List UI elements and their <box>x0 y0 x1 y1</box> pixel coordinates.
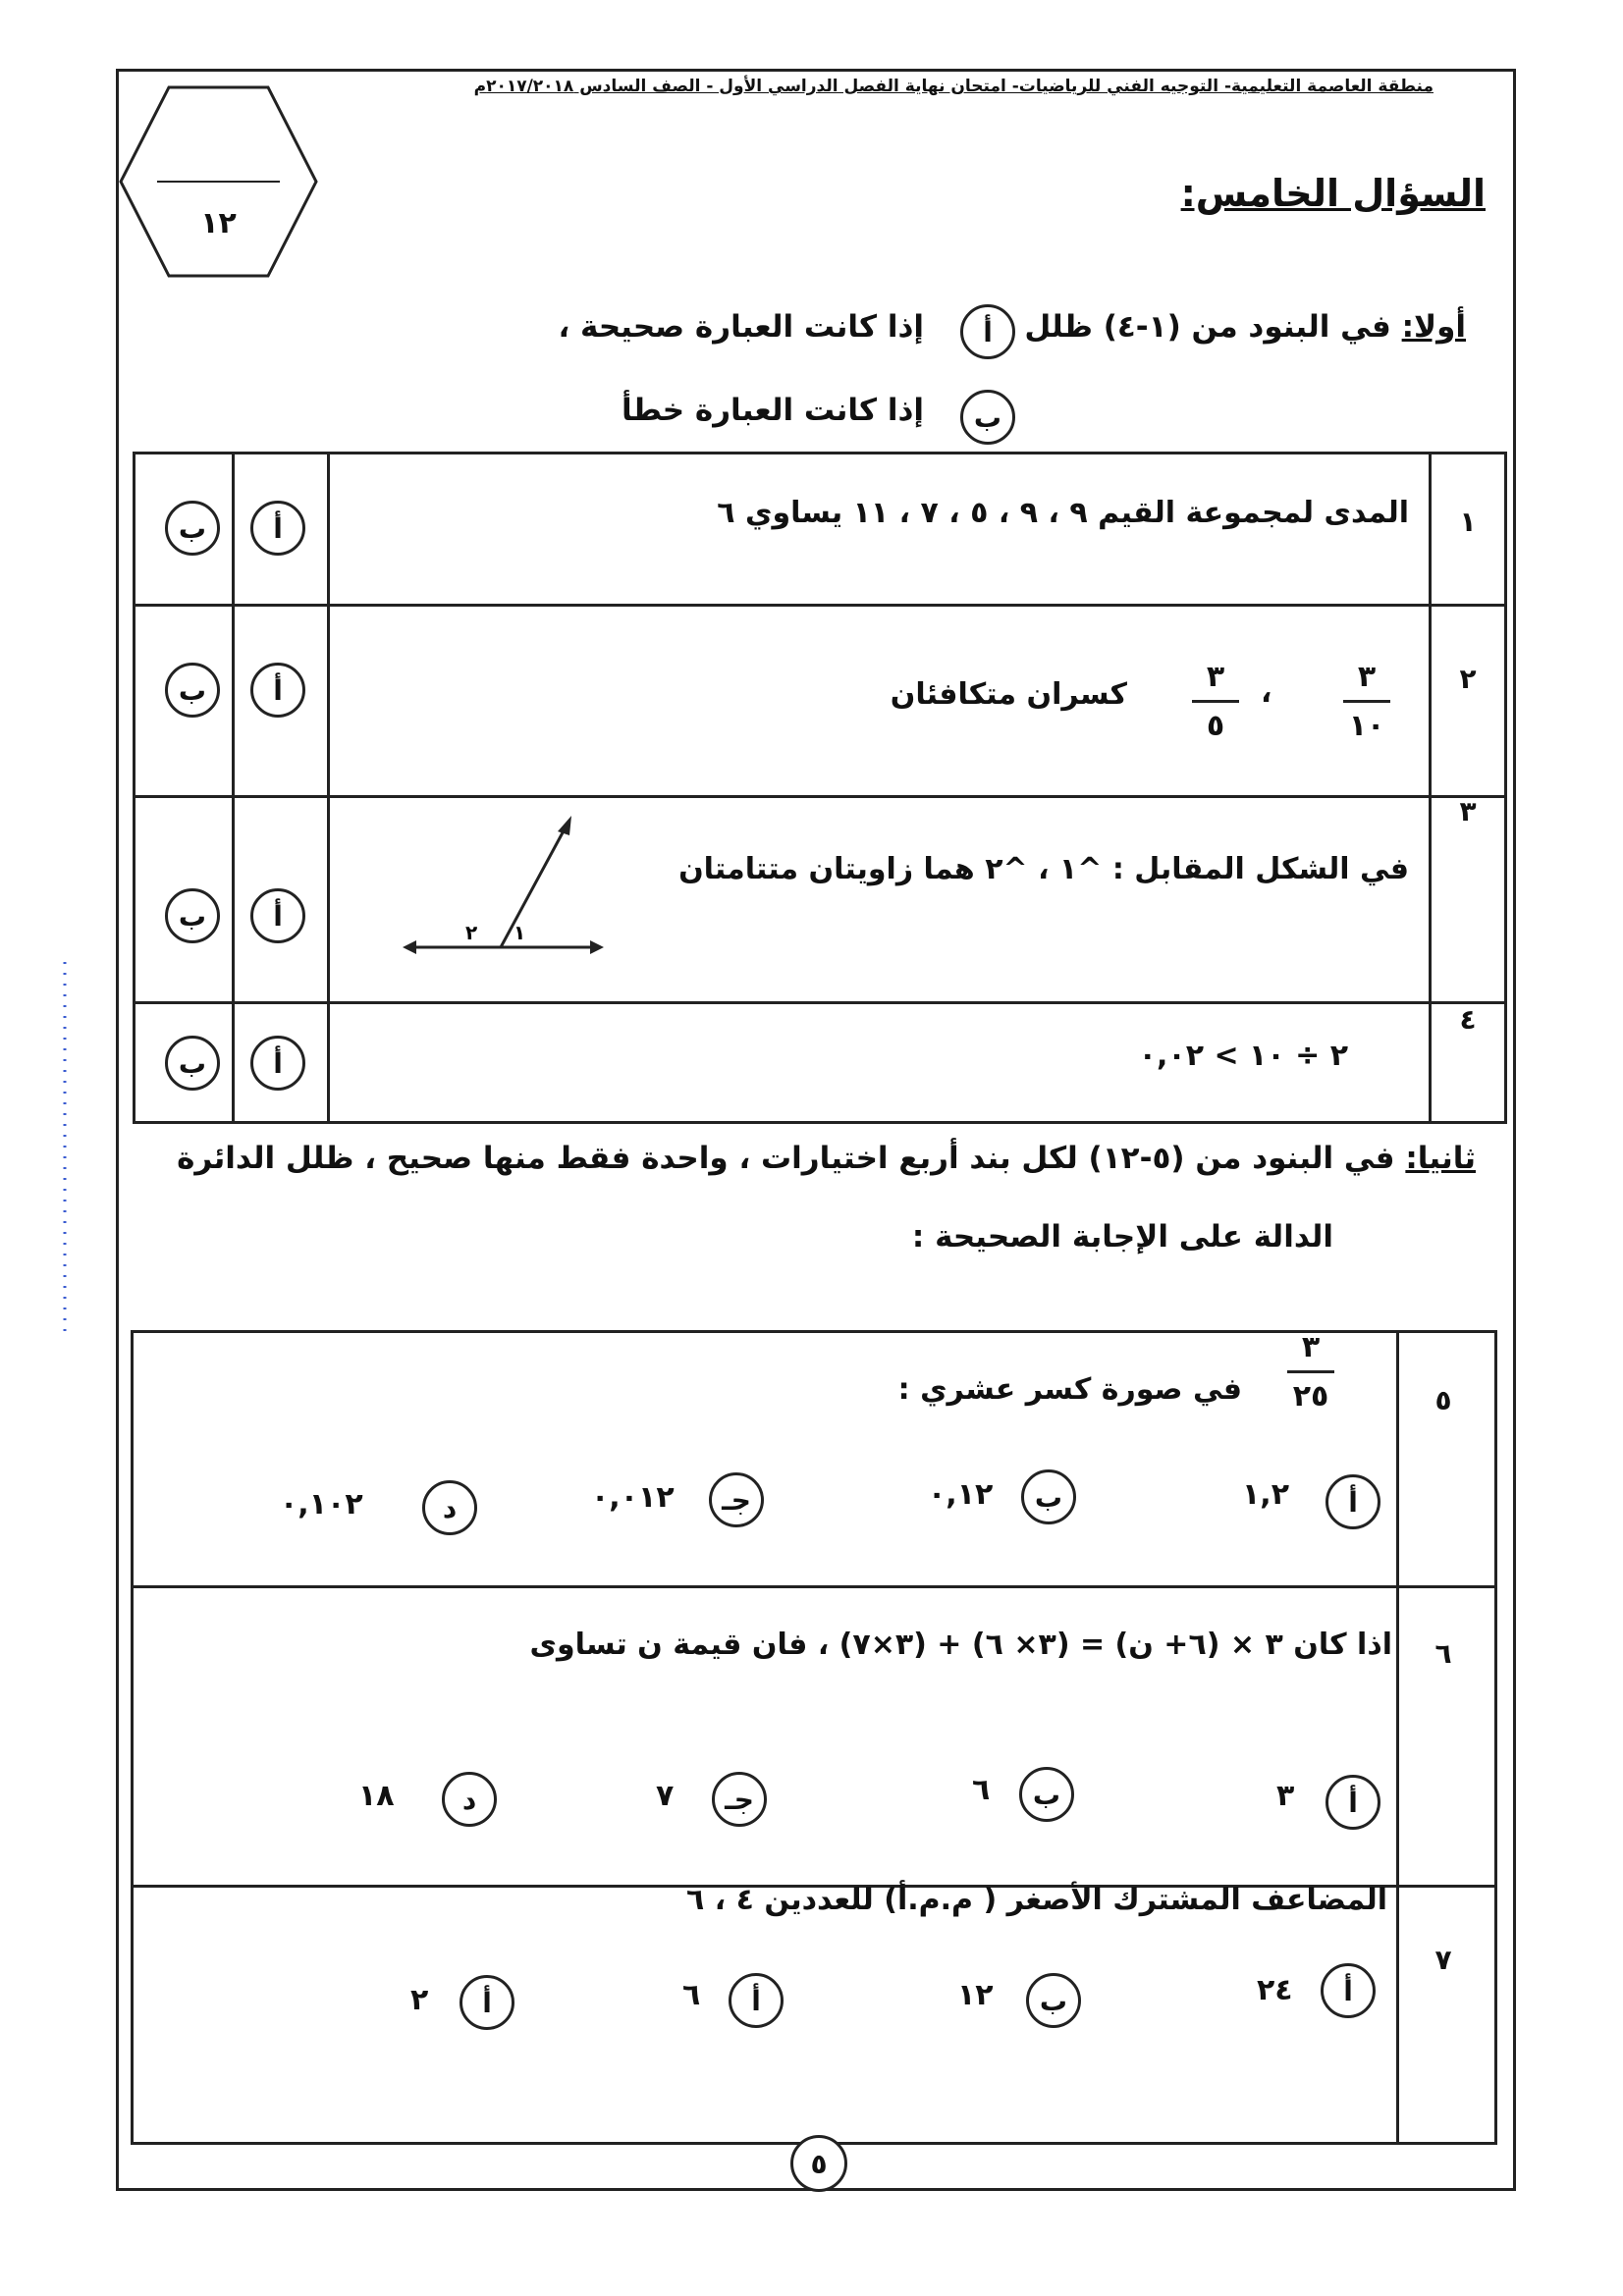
answer-circle-a[interactable]: أ <box>250 888 305 943</box>
option-circle-a[interactable]: أ <box>1325 1775 1380 1830</box>
option-circle-c[interactable]: جـ <box>709 1472 764 1527</box>
exam-header: منطقة العاصمة التعليمية- التوجيه الفني للرياضيات- امتحان نهاية الفصل الدراسي الأول - الصف السادس ٢٠١٧/٢٠١٨م <box>473 77 1434 96</box>
item-statement: في الشكل المقابل : ^١ ، ^٢ هما زاويتان متتامتان <box>678 852 1409 886</box>
option-value-b: ٦ <box>972 1773 991 1807</box>
option-circle-c[interactable]: جـ <box>712 1772 767 1827</box>
false-meaning: إذا كانت العبارة خطأ <box>621 393 924 428</box>
option-circle-c[interactable]: أ <box>729 1973 784 2028</box>
page-number: ٥ <box>790 2135 847 2192</box>
angle-label-1: ١ <box>514 921 526 944</box>
true-meaning: إذا كانت العبارة صحيحة ، <box>558 309 924 345</box>
item-statement: كسران متكافئان <box>890 677 1127 712</box>
item-number: ٤ <box>1459 1003 1477 1036</box>
option-value-a: ٣ <box>1276 1779 1295 1813</box>
option-circle-b[interactable]: ب <box>1026 1973 1081 2028</box>
table-row-divider <box>131 1585 1497 1588</box>
answer-circle-a[interactable]: أ <box>250 1036 305 1091</box>
option-value-a: ٢٤ <box>1257 1973 1293 2007</box>
fraction-numerator: ٣ <box>1206 660 1225 694</box>
true-symbol-circle: أ <box>960 304 1015 359</box>
item-number: ٣ <box>1459 795 1477 828</box>
angle-figure <box>403 810 609 967</box>
item-number: ٦ <box>1434 1637 1452 1670</box>
fraction-three-fifths <box>1186 660 1245 743</box>
item-statement: المضاعف المشترك الأصغر ( م.م.أ) للعددين ٤ ، ٦ <box>686 1883 1387 1917</box>
option-value-b: ١٢ <box>957 1978 994 2012</box>
item-number: ٢ <box>1459 663 1477 695</box>
option-value-b: ٠,١٢ <box>928 1477 994 1512</box>
table-divider <box>1396 1330 1399 2145</box>
part2-label: ثانيا: <box>1405 1141 1476 1176</box>
option-value-d: ١٨ <box>358 1779 395 1813</box>
item-statement: ٢ ÷ ١٠ > ٠,٠٢ <box>1138 1039 1348 1073</box>
answer-circle-b[interactable]: ب <box>165 663 220 718</box>
part2-instruction-text: في البنود من (٥-١٢) لكل بند أربع اختيارات ، واحدة فقط منها صحيح ، ظلل الدائرة <box>177 1141 1395 1176</box>
part1-instruction <box>1024 309 1466 345</box>
item-number: ١ <box>1459 506 1477 538</box>
answer-circle-a[interactable]: أ <box>250 501 305 556</box>
part2-table <box>131 1330 1497 2145</box>
fraction-denominator: ٢٥ <box>1292 1379 1329 1414</box>
option-circle-d[interactable]: د <box>442 1772 497 1827</box>
score-hexagon <box>118 83 319 280</box>
option-value-d: ٢ <box>410 1983 429 2017</box>
margin-dots <box>61 962 71 1335</box>
part1-table <box>133 452 1507 1124</box>
item-statement: المدى لمجموعة القيم ٩ ، ٩ ، ٥ ، ٧ ، ١١ يساوي ٦ <box>717 496 1409 530</box>
part1-label: أولا: <box>1401 309 1466 345</box>
option-value-c: ٦ <box>682 1978 701 2012</box>
fraction-three-twentyfifths <box>1281 1330 1340 1414</box>
part1-instruction-text: في البنود من (١-٤) ظلل <box>1024 309 1391 345</box>
angle-label-2: ٢ <box>465 921 478 944</box>
answer-circle-b[interactable]: ب <box>165 501 220 556</box>
table-row-divider <box>133 795 1507 798</box>
fraction-denominator: ١٠ <box>1348 709 1385 743</box>
fraction-denominator: ٥ <box>1206 709 1225 743</box>
part2-instruction-line2: الدالة على الإجابة الصحيحة : <box>911 1219 1333 1255</box>
item-statement: اذا كان ٣ × (٦+ ن) = (٣× ٦) + (٣×٧) ، فان قيمة ن تساوى <box>529 1628 1392 1662</box>
false-symbol-circle: ب <box>960 390 1015 445</box>
item-number: ٥ <box>1434 1384 1452 1416</box>
part2-instruction <box>177 1141 1476 1176</box>
table-divider <box>232 452 235 1124</box>
item-statement: في صورة كسر عشري : <box>897 1372 1242 1407</box>
fraction-numerator: ٣ <box>1357 660 1377 694</box>
table-divider <box>1429 452 1432 1124</box>
table-divider <box>327 452 330 1124</box>
option-circle-d[interactable]: د <box>422 1480 477 1535</box>
option-circle-a[interactable]: أ <box>1321 1963 1376 2018</box>
option-circle-a[interactable]: أ <box>1325 1474 1380 1529</box>
separator: ، <box>1261 675 1272 710</box>
option-circle-d[interactable]: أ <box>460 1975 514 2030</box>
fraction-numerator: ٣ <box>1301 1330 1321 1364</box>
option-value-d: ٠,١٠٢ <box>280 1487 363 1522</box>
fraction-three-tenths <box>1337 660 1396 743</box>
option-circle-b[interactable]: ب <box>1019 1767 1074 1822</box>
question-title: السؤال الخامس: <box>1180 172 1486 215</box>
option-circle-b[interactable]: ب <box>1021 1469 1076 1524</box>
table-row-divider <box>133 604 1507 607</box>
option-value-a: ١,٢ <box>1242 1477 1290 1512</box>
answer-circle-b[interactable]: ب <box>165 888 220 943</box>
option-value-c: ٠,٠١٢ <box>591 1480 675 1515</box>
answer-circle-a[interactable]: أ <box>250 663 305 718</box>
option-value-c: ٧ <box>656 1779 675 1813</box>
item-number: ٧ <box>1434 1944 1452 1976</box>
answer-circle-b[interactable]: ب <box>165 1036 220 1091</box>
table-row-divider <box>133 1001 1507 1004</box>
score-total: ١٢ <box>200 206 237 240</box>
